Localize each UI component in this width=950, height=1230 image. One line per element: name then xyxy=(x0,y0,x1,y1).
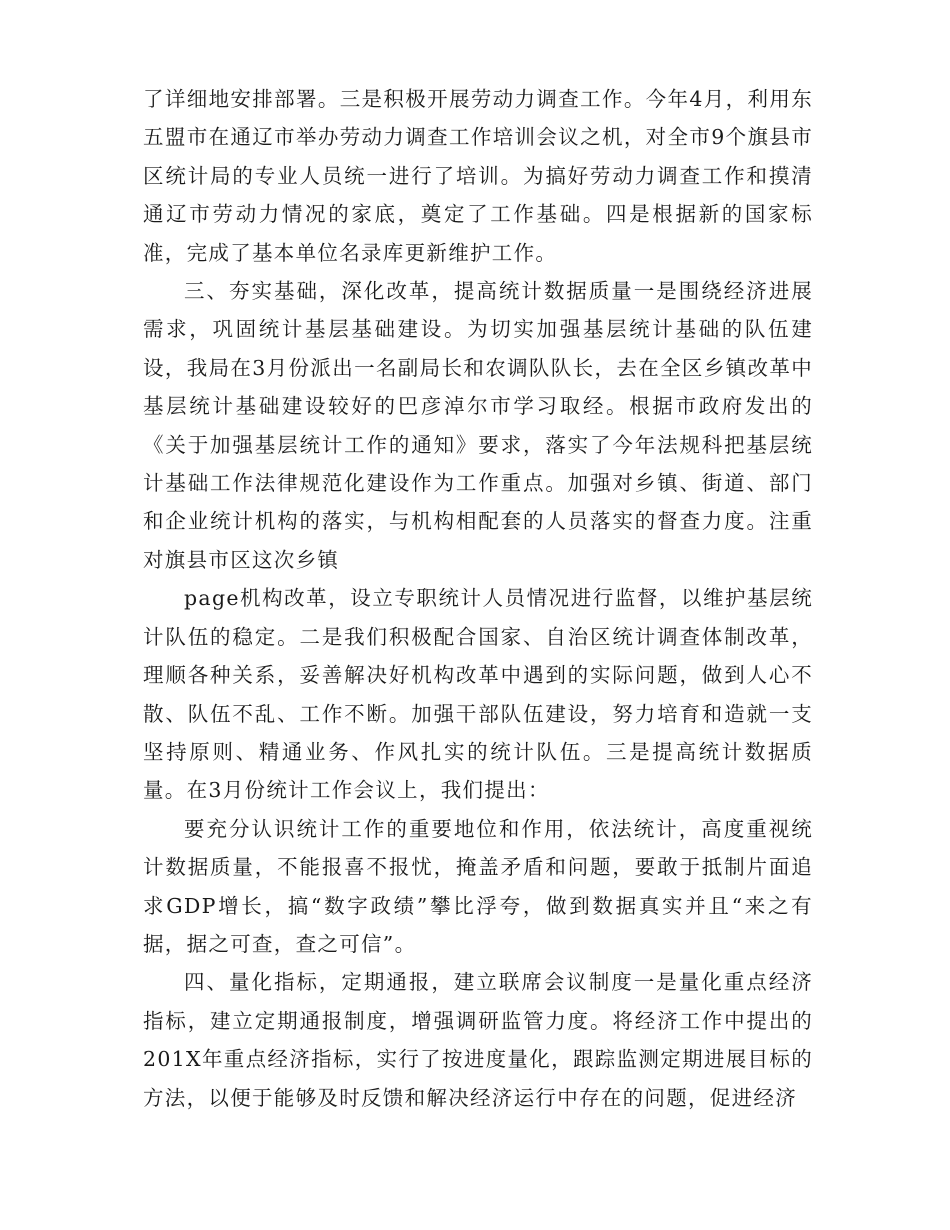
paragraph-labor-survey: 了详细地安排部署。三是积极开展劳动力调查工作。今年4月，利用东五盟市在通辽市举办劳动力调查工作培训会议之机，对全市9个旗县市区统计局的专业人员统一进行了培训。为搞好劳动力调查工作和摸清通辽市劳动力情况的家底，奠定了工作基础。四是根据新的国家标准，完成了基本单位名录库更新维护工作。 xyxy=(143,87,813,265)
paragraph-section-four: 四、量化指标，定期通报，建立联席会议制度一是量化重点经济指标，建立定期通报制度，增强调研监管力度。将经济工作中提出的201X年重点经济指标，实行了按进度量化，跟踪监测定期进展目标的方法，以便于能够及时反馈和解决经济运行中存在的问题，促进经济 xyxy=(143,970,813,1110)
paragraph-section-three: 三、夯实基础，深化改革，提高统计数据质量一是围绕经济进展需求，巩固统计基层基础建设。为切实加强基层统计基础的队伍建设，我局在3月份派出一名副局长和农调队队长，去在全区乡镇改革中基层统计基础建设较好的巴彦淖尔市学习取经。根据市政府发出的《关于加强基层统计工作的通知》要求，落实了今年法规科把基层统计基础工作法律规范化建设作为工作重点。加强对乡镇、街道、部门和企业统计机构的落实，与机构相配套的人员落实的督查力度。注重对旗县市区这次乡镇 xyxy=(143,279,813,572)
document-body xyxy=(143,80,813,1117)
paragraph-institution-reform: page机构改革，设立专职统计人员情况进行监督，以维护基层统计队伍的稳定。二是我们积极配合国家、自治区统计调查体制改革，理顺各种关系，妥善解决好机构改革中遇到的实际问题，做到人心不散、队伍不乱、工作不断。加强干部队伍建设，努力培育和造就一支坚持原则、精通业务、作风扎实的统计队伍。三是提高统计数据质量。在3月份统计工作会议上，我们提出： xyxy=(143,586,813,803)
paragraph-data-quality: 要充分认识统计工作的重要地位和作用，依法统计，高度重视统计数据质量，不能报喜不报忧，掩盖矛盾和问题，要敢于抵制片面追求GDP增长，搞“数字政绩”攀比浮夸，做到数据真实并且“来之有据，据之可查，查之可信”。 xyxy=(143,816,813,956)
